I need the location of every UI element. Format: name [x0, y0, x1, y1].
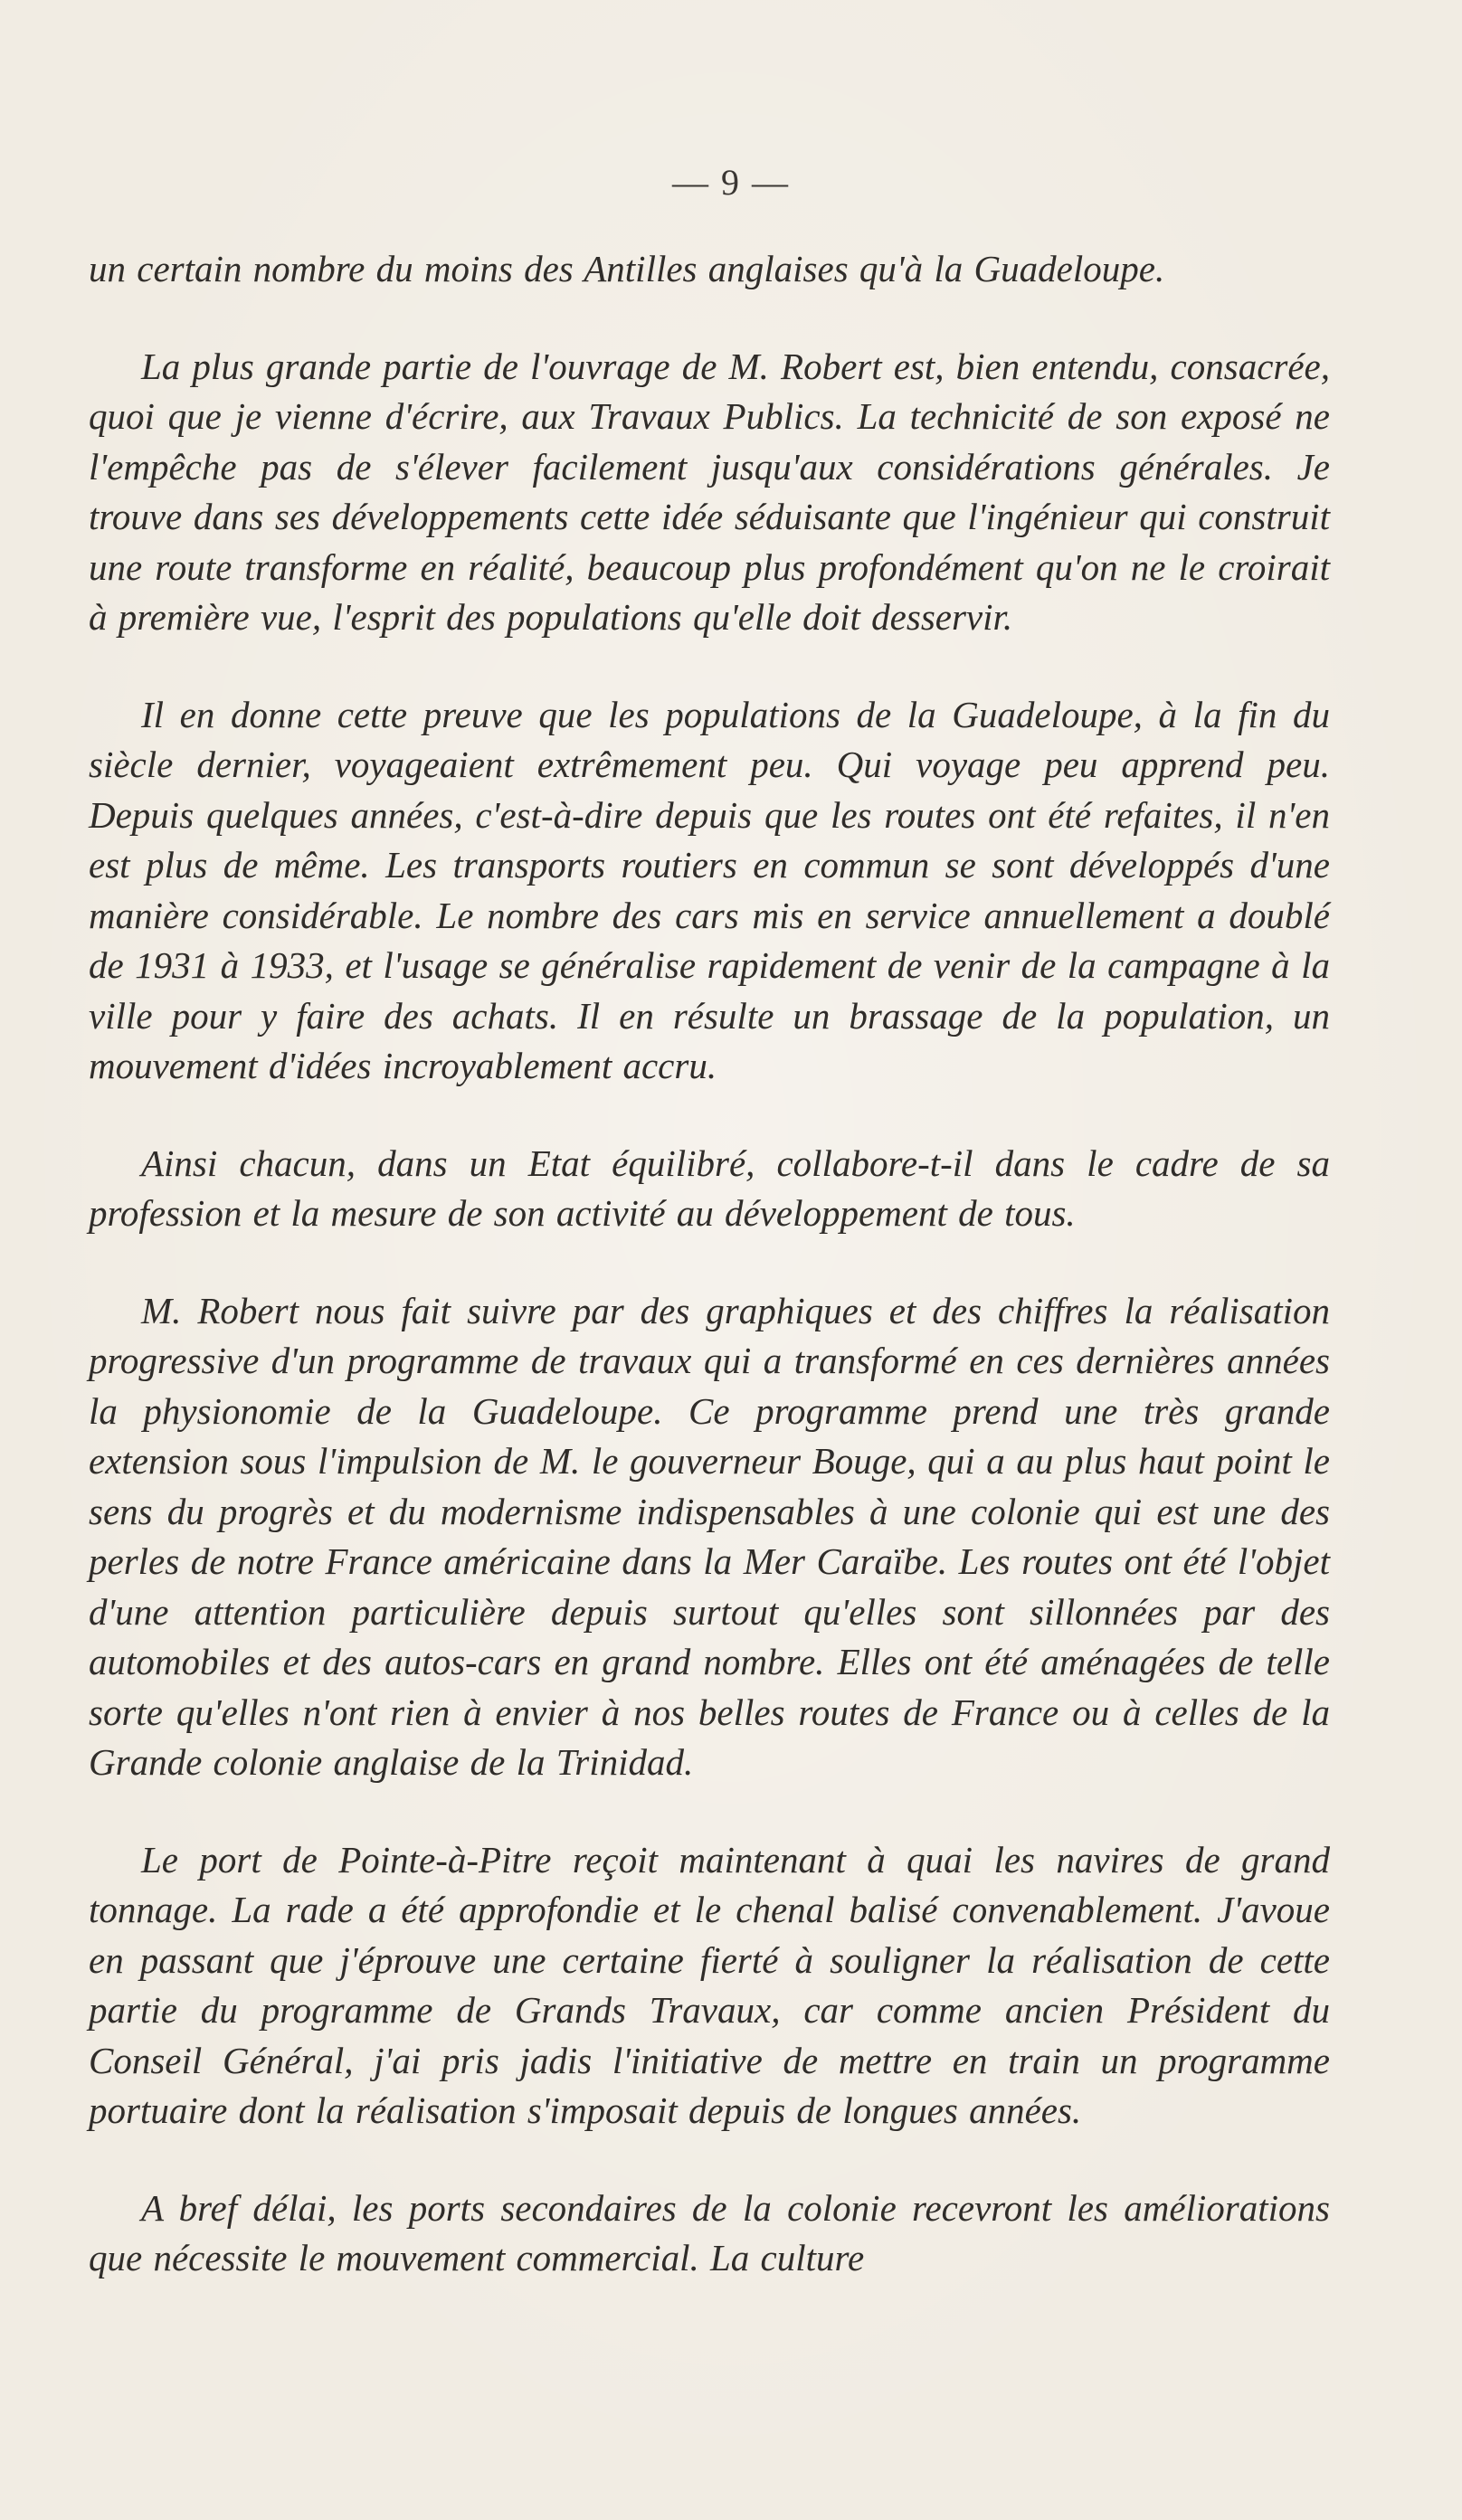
paragraph-programme-travaux: M. Robert nous fait suivre par des graphiques et des chiffres la réalisation progressive d'un programme de travaux qui a transformé en ces dernières années la physionomie de la Guadeloupe. Ce programme prend une très grande extension sous l'impulsion de M. le gouverneur Bouge, qui a au plus haut point le sens du progrès et du modernisme indispensables à une colonie qui est une des perles de notre France américaine dans la Mer Caraïbe. Les routes ont été l'objet d'une attention particulière depuis surtout qu'elles sont sillonnées par des automobiles et des autos-cars en grand nombre. Elles ont été aménagées de telle sorte qu'elles n'ont rien à envier à nos belles routes de France ou à celles de la Grande colonie anglaise de la Trinidad.: [89, 1289, 1330, 1783]
page-number: — 9 —: [672, 162, 790, 203]
paragraph-port-pointe-a-pitre: Le port de Pointe-à-Pitre reçoit maintenant à quai les navires de grand tonnage. La rade a été approfondie et le chenal balisé convenablement. J'avoue en passant que j'éprouve une certaine fierté à souligner la réalisation de cette partie du programme de Grands Travaux, car comme ancien Président du Conseil Général, j'ai pris jadis l'initiative de mettre en train un programme portuaire dont la réalisation s'imposait depuis de longues années.: [89, 1838, 1330, 2131]
paragraph-ports-secondaires: A bref délai, les ports secondaires de la colonie recevront les améliorations que nécessite le mouvement commercial. La culture: [89, 2186, 1330, 2278]
paragraph-etat-equilibre: Ainsi chacun, dans un Etat équilibré, collabore-t-il dans le cadre de sa profession et la mesure de son activité au développement de tous.: [89, 1142, 1330, 1234]
paragraph-populations-guadeloupe: Il en donne cette preuve que les populations de la Guadeloupe, à la fin du siècle dernier, voyageaient extrêmement peu. Qui voyage peu apprend peu. Depuis quelques années, c'est-à-dire depuis que les routes ont été refaites, il n'en est plus de même. Les transports routiers en commun se sont développés d'une manière considérable. Le nombre des cars mis en service annuellement a doublé de 1931 à 1933, et l'usage se généralise rapidement de venir de la campagne à la ville pour y faire des achats. Il en résulte un brassage de la population, un mouvement d'idées incroyablement accru.: [89, 693, 1330, 1086]
paragraph-ouvrage-robert: La plus grande partie de l'ouvrage de M. Robert est, bien entendu, consacrée, quoi que je vienne d'écrire, aux Travaux Publics. La technicité de son exposé ne l'empêche pas de s'élever facilement jusqu'aux considérations générales. Je trouve dans ses développements cette idée séduisante que l'ingénieur qui construit une route transforme en réalité, beaucoup plus profondément qu'on ne le croirait à première vue, l'esprit des populations qu'elle doit desservir.: [89, 345, 1330, 638]
body-text: [89, 244, 1330, 2284]
paragraph-continuation: un certain nombre du moins des Antilles anglaises qu'à la Guadeloupe.: [89, 248, 1165, 289]
